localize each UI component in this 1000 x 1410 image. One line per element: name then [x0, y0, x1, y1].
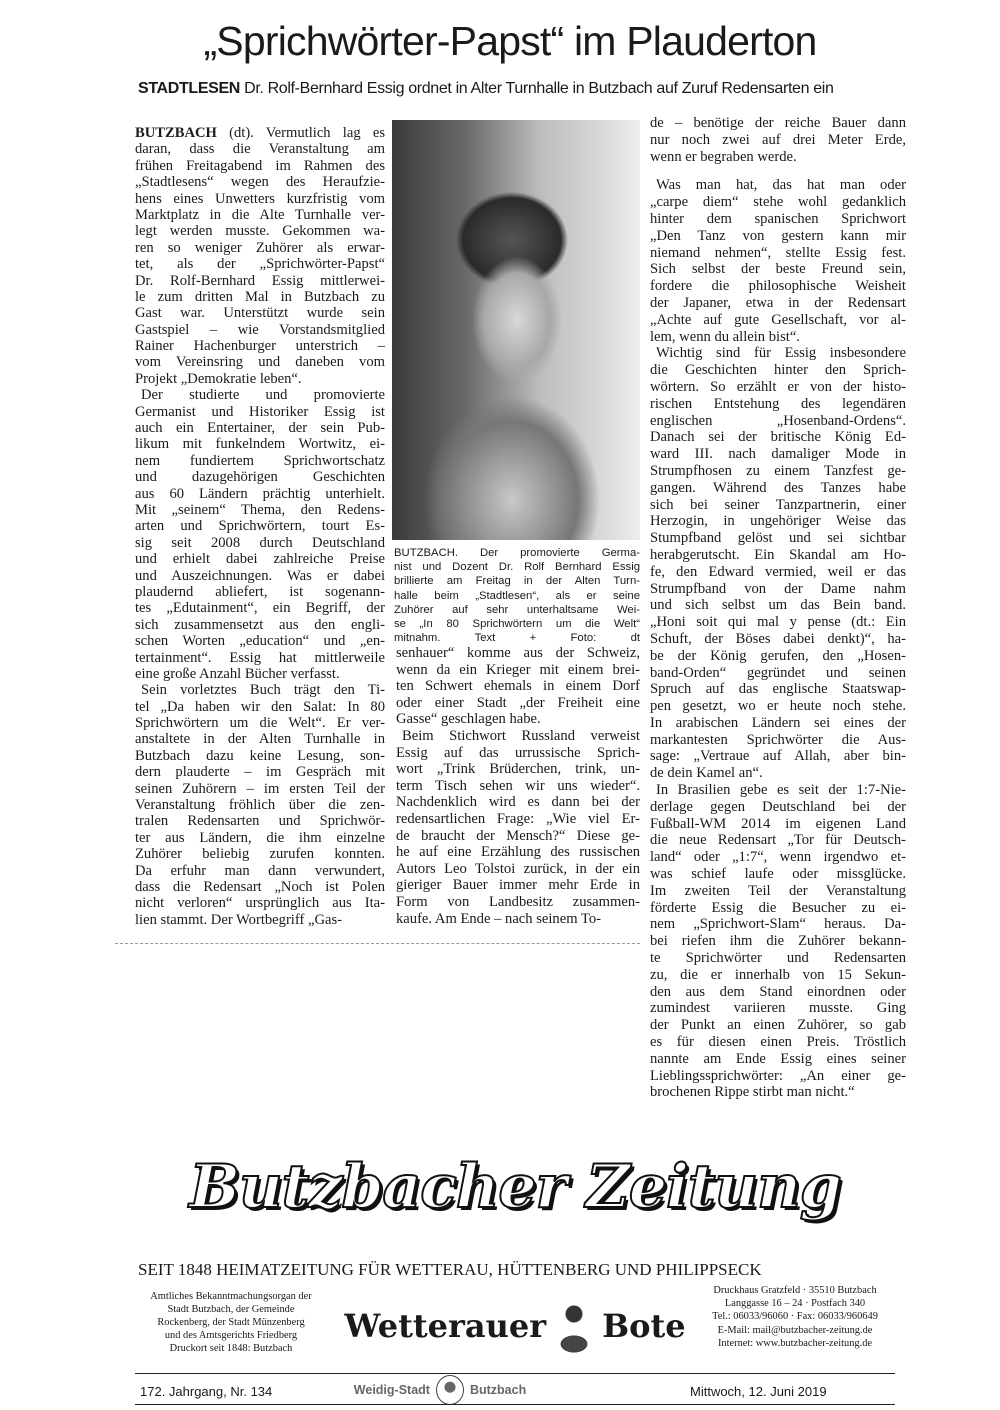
contact-line: Tel.: 06033/96060 · Fax: 06033/960649 — [712, 1311, 878, 1323]
paragraph — [396, 728, 640, 927]
text-line: die Geschichten hinter den Sprich- — [650, 362, 906, 379]
text-line: aus 60 Ländern prächtig unterhielt. — [135, 485, 385, 502]
paragraph — [650, 782, 906, 1101]
text-line: Butzbach dazu keine Lesung, son- — [135, 747, 385, 764]
text-line: tes „Edutainment“, ein Begriff, der — [135, 600, 385, 617]
text-line: Wichtig sind für Essig insbesondere — [656, 345, 906, 362]
text-line: Mit „seinem“ Thema, den Redens- — [135, 501, 385, 518]
text-line: Schuft, der Böses dabei denkt)“, ha- — [650, 630, 906, 647]
newspaper-logo: Butzbacher Zeitung — [189, 1152, 841, 1222]
text-line: „Honi soit qui mal y pense (dt.: Ein — [650, 614, 906, 631]
text-line: vom Vereinsring und daneben vom — [135, 354, 385, 371]
text-line: niemand nehmen“, stellte Essig fest. — [650, 244, 906, 261]
text-line: lem, wenn du allein bist“. — [650, 328, 800, 345]
text-line: Rainer Hachenburger unterstrich – — [135, 338, 385, 355]
text-line: fe, den Edward vermied, weil er das — [650, 563, 906, 580]
text-line: Dr. Rolf-Bernhard Essig mittlerwei- — [135, 272, 385, 289]
article-column-3 — [650, 115, 906, 1101]
subheadline — [138, 80, 898, 98]
text-line: rischen Entstehung des legendären — [650, 395, 906, 412]
text-line: der Japaner, etwa in der Redensart — [650, 294, 906, 311]
text-line: ward III. nach damaliger Mode in — [650, 446, 906, 463]
text-line: Projekt „Demokratie leben“. — [135, 370, 302, 387]
town-label-right: Butzbach — [469, 1383, 527, 1397]
text-line: Strumpfhosen zu einem Tanzfest ge- — [650, 462, 906, 479]
text-line: der Punkt an einen Zuhörer, so gab — [650, 1017, 906, 1034]
text-line: Gast war. Unterstützt wurde sein — [135, 305, 385, 322]
text-line: Herzogin, in ungehöriger Weise das — [650, 513, 906, 530]
text-line: ren so weniger Zuhörer als erwar- — [135, 239, 385, 256]
logo-word-right: Bote — [602, 1306, 686, 1345]
text-line: tet, als der „Sprichwörter-Papst“ — [135, 256, 385, 273]
article-photo — [392, 120, 640, 540]
text-line: gieriger Bauer immer mehr Erde in — [396, 877, 640, 894]
text-line: was schief laufe oder missglücke. — [650, 866, 906, 883]
caption-line — [394, 631, 640, 645]
caption-line: Zuhörer auf sehr unterhaltsame Wei- — [394, 603, 640, 616]
text-line: englischen „Hosenband-Ordens“. — [650, 412, 906, 429]
notice-line: Druckort seit 1848: Butzbach — [169, 1343, 293, 1354]
text-line: auch ein Entertainer, der sein Pub- — [135, 420, 385, 437]
town-label — [330, 1375, 550, 1405]
text-line — [135, 125, 385, 141]
text-line: nannte am Ende Essig eines seiner — [650, 1050, 906, 1067]
dateline: BUTZBACH — [135, 125, 217, 141]
text-line: In Brasilien gebe es seit der 1:7-Nie- — [656, 782, 906, 799]
text-line: frühen Freitagabend im Rahmen des — [135, 157, 385, 174]
text-line: ten Schwert ehemals in einem Dorf — [396, 678, 640, 695]
caption-line: se „In 80 Sprichwörtern um die Welt“ — [394, 617, 640, 630]
text-line: „Achte auf gute Gesellschaft, vor al- — [650, 311, 906, 328]
text-line: Marktplatz in die Alte Turnhalle ver- — [135, 206, 385, 223]
wetterauer-bote-logo — [340, 1288, 690, 1363]
text-line: Der studierte und promovierte — [141, 387, 385, 404]
text-line: Da erfuhr man dann verwundert, — [135, 862, 385, 879]
text-line: be der König gerufen, den „Hosen- — [650, 647, 906, 664]
messenger-figure-icon — [550, 1296, 598, 1356]
text-line: Autors Leo Tolstoi zurück, in der ein — [396, 860, 640, 877]
photo-caption — [394, 546, 640, 645]
text-line: le zum dritten Mal in Butzbach zu — [135, 288, 385, 305]
text-line: „Den Tanz von gestern kann mir — [650, 227, 906, 244]
text-line: und Auszeichnungen. Was er dabei — [135, 567, 385, 584]
text-line: dern plauderte – im Gespräch mit — [135, 764, 385, 781]
text-line: redensartlichen Frage: „Wie viel Er- — [396, 810, 640, 827]
text-line: eine große Anzahl Bücher verfasst. — [135, 665, 340, 682]
masthead-tagline: SEIT 1848 HEIMATZEITUNG FÜR WETTERAU, HÜTTENBERG UND PHILIPPSECK — [138, 1260, 762, 1279]
notice-line: Amtliches Bekanntmachungsorgan der — [150, 1291, 312, 1302]
text-line: lien stammt. Der Wortbegriff „Gas- — [135, 911, 342, 928]
text-line: derlage gegen Deutschland bei der — [650, 798, 906, 815]
text-line: band-Orden“ gegründet und seinen — [650, 664, 906, 681]
headline: „Sprichwörter-Papst“ im Plauderton — [203, 18, 817, 64]
text-line: Nachdenklich wird es dann bei der — [396, 794, 640, 811]
text-line: Essig auf das urrussische Sprich- — [396, 744, 640, 761]
text-line: Lieblingssprichwörter: „An einer ge- — [650, 1067, 906, 1084]
text-line: daran, dass die Veranstaltung am — [135, 141, 385, 158]
logo-word-left: Wetterauer — [344, 1306, 547, 1345]
text-line: nur noch zwei auf drei Meter Erde, — [650, 131, 906, 148]
portrait-medallion-icon — [436, 1375, 464, 1405]
masthead-official-notice — [136, 1290, 326, 1355]
paragraph — [135, 125, 385, 387]
text-line: bei riefen ihm die Zuhörer bekann- — [650, 933, 906, 950]
text-line: term Tisch sehen wir uns wieder“. — [396, 777, 640, 794]
text-line: wenn er begraben werde. — [650, 148, 797, 165]
article-column-2 — [396, 645, 640, 927]
text-line: Sein vorletztes Buch trägt den Ti- — [141, 682, 385, 699]
text-line: sich zusammensetzt aus den engli- — [135, 616, 385, 633]
paragraph — [396, 645, 640, 728]
notice-line: Rockenberg, der Stadt Münzenberg — [157, 1317, 305, 1328]
text-line: Was man hat, das hat man oder — [656, 177, 906, 194]
text-line: schen Worten „education“ und „en- — [135, 633, 385, 650]
contact-line: Langgasse 16 – 24 · Postfach 340 — [724, 1298, 866, 1310]
text-line: sich bei seiner Tanzpartnerin, einer — [650, 496, 906, 513]
text-line: tralen Redensarten und Sprichwör- — [135, 813, 385, 830]
text-line: legt werden musste. Gekommen wa- — [135, 223, 385, 240]
masthead-contact — [690, 1284, 900, 1350]
text-line: Germanist und Historiker Essig ist — [135, 403, 385, 420]
text-line: wörtern. So erzählt er von der histo- — [650, 378, 906, 395]
text-line: likum mit funkelndem Wortwitz, ei- — [135, 436, 385, 453]
contact-line: E-Mail: mail@butzbacher-zeitung.de — [717, 1324, 873, 1336]
text-line: tel „Da haben wir den Salat: In 80 — [135, 698, 385, 715]
text-line: oder einer Stadt „der Freiheit eine — [396, 694, 640, 711]
text-line: de braucht der Mensch?“ Diese ge- — [396, 827, 640, 844]
text-line: arten und Sprichwörtern, tourt Es- — [135, 518, 385, 535]
text-line: und dazugehörigen Geschichten — [135, 469, 385, 486]
rule-bottom — [135, 1404, 895, 1405]
paragraph — [135, 682, 385, 928]
caption-line: brillierte am Freitag in der Alten Turn- — [394, 575, 640, 588]
text-line: Stumpfband gelöst und sei sichtbar — [650, 530, 906, 547]
issue-date: Mittwoch, 12. Juni 2019 — [690, 1384, 827, 1399]
text-line: gangen. Während des Tanzes habe — [650, 479, 906, 496]
text-line-rest: (dt). Vermutlich lag es — [229, 125, 385, 141]
issue-number: 172. Jahrgang, Nr. 134 — [140, 1384, 273, 1399]
column-divider — [115, 943, 640, 944]
text-line: anstaltete in der Alten Turnhalle in — [135, 731, 385, 748]
text-line: Gasse“ geschlagen habe. — [396, 711, 541, 728]
text-line: „Stadtlesens“ wegen des Heraufzie- — [135, 174, 385, 191]
text-line: förderte Essig die Besucher zu ei- — [650, 899, 906, 916]
text-line: Veranstaltung fröhlich über die zen- — [135, 797, 385, 814]
text-line: Fußball-WM 2014 im eigenen Land — [650, 815, 906, 832]
text-line: markantesten Sprichwörter die Aus- — [650, 731, 906, 748]
caption-line: nist und Dozent Dr. Rolf Bernhard Essig — [394, 561, 640, 574]
text-line: land“ oder „1:7“, wenn irgendwo et- — [650, 849, 906, 866]
text-line: seinen Zuhörern – im ersten Teil der — [135, 780, 385, 797]
text-line: Im zweiten Teil der Veranstaltung — [650, 882, 906, 899]
article-column-1 — [135, 125, 385, 928]
town-label-left: Weidig-Stadt — [353, 1383, 430, 1397]
caption-line: BUTZBACH. Der promovierte Germa- — [394, 547, 640, 559]
photo-credit: Text + Foto: dt — [474, 632, 640, 645]
text-line: he auf eine Erzählung des russischen — [396, 844, 640, 861]
text-line: wenn da ein Krieger mit einem brei- — [396, 661, 640, 678]
text-line: In arabischen Ländern sei eines der — [650, 714, 906, 731]
text-line: und erhielt dabei zahlreiche Preise — [135, 551, 385, 568]
text-line: herabgerutscht. Ein Skandal am Ho- — [650, 546, 906, 563]
text-line: Gastspiel – wie Vorstandsmitglied — [135, 321, 385, 338]
notice-line: Stadt Butzbach, der Gemeinde — [167, 1304, 295, 1315]
text-line: die neue Redensart „Tor für Deutsch- — [650, 832, 906, 849]
rule-top — [135, 1373, 895, 1374]
text-line: wort „Trink Brüderchen, trink, un- — [396, 761, 640, 778]
text-line: Spruch auf das englische Staatswap- — [650, 681, 906, 698]
text-line: hinter dem spanischen Sprichwort — [650, 210, 906, 227]
text-line: Sich selbst der beste Freund sein, — [650, 261, 906, 278]
text-line: Danach sei der britische König Ed- — [650, 429, 906, 446]
text-line: sig seit 2008 durch Deutschland — [135, 534, 385, 551]
text-line: den aus dem Stand einordnen oder — [650, 983, 906, 1000]
text-line: und sich selbst um das Bein band. — [650, 597, 906, 614]
text-line: es für diesen einen Preis. Tröstlich — [650, 1034, 906, 1051]
caption-line-text: mitnahm. — [394, 632, 441, 645]
text-line: brochenen Rippe stirbt man nicht.“ — [650, 1084, 855, 1101]
text-line: ter aus Ländern, die ihm einzelne — [135, 829, 385, 846]
notice-line: und des Amtsgerichts Friedberg — [164, 1330, 298, 1341]
text-line: zumindest variieren musste. Ging — [650, 1000, 906, 1017]
kicker: STADTLESEN — [138, 80, 240, 97]
paragraph — [650, 177, 906, 345]
text-line: zu, die er innerhalb von 15 Sekun- — [650, 966, 906, 983]
text-line: pen gesetzt, wo er heute noch stehe. — [650, 698, 906, 715]
text-line: hens eines Unwetters kurzfristig vom — [135, 190, 385, 207]
text-line: nem „Sprichwort-Slam“ heraus. Da- — [650, 916, 906, 933]
text-line: te Sprichwörter und Redensarten — [650, 950, 906, 967]
text-line: Strumpfband von der Dame nahm — [650, 580, 906, 597]
text-line: de dein Kamel an“. — [650, 765, 763, 782]
text-line: nem fundiertem Sprichwortschatz — [135, 452, 385, 469]
text-line: „carpe diem“ stehe wohl gedanklich — [650, 194, 906, 211]
paragraph — [650, 115, 906, 165]
text-line: Form von Landbesitz zusammen- — [396, 893, 640, 910]
subheadline-text: Dr. Rolf-Bernhard Essig ordnet in Alter Turnhalle in Butzbach auf Zuruf Redensarten ein — [244, 80, 834, 97]
text-line: senhauer“ komme aus der Schweiz, — [396, 645, 640, 661]
text-line: dass die Redensart „Noch ist Polen — [135, 878, 385, 895]
text-line: fordere die philosophische Weisheit — [650, 278, 906, 295]
text-line: Beim Stichwort Russland verweist — [402, 727, 640, 744]
paragraph — [135, 387, 385, 682]
text-line: nicht verloren“ ursprünglich aus Ita- — [135, 895, 385, 912]
caption-line: halle beim „Stadtlesen“, als er seine — [394, 589, 640, 602]
text-line: sage: „Vertraue auf Allah, aber bin- — [650, 748, 906, 765]
text-line: Sprichwörtern um die Welt“. Er ver- — [135, 715, 385, 732]
text-line: Zuhörer beliebig zurufen konnten. — [135, 846, 385, 863]
paragraph — [650, 345, 906, 782]
contact-line: Internet: www.butzbacher-zeitung.de — [717, 1337, 873, 1349]
contact-line: Druckhaus Gratzfeld · 35510 Butzbach — [713, 1285, 877, 1296]
text-line: tertainment“. Essig hat mittlerweile — [135, 649, 385, 666]
text-line: de – benötige der reiche Bauer dann — [650, 115, 906, 131]
text-line: kaufe. Am Ende – nach seinem To- — [396, 910, 601, 927]
text-line: plaudernd abliefert, ist sogenann- — [135, 583, 385, 600]
